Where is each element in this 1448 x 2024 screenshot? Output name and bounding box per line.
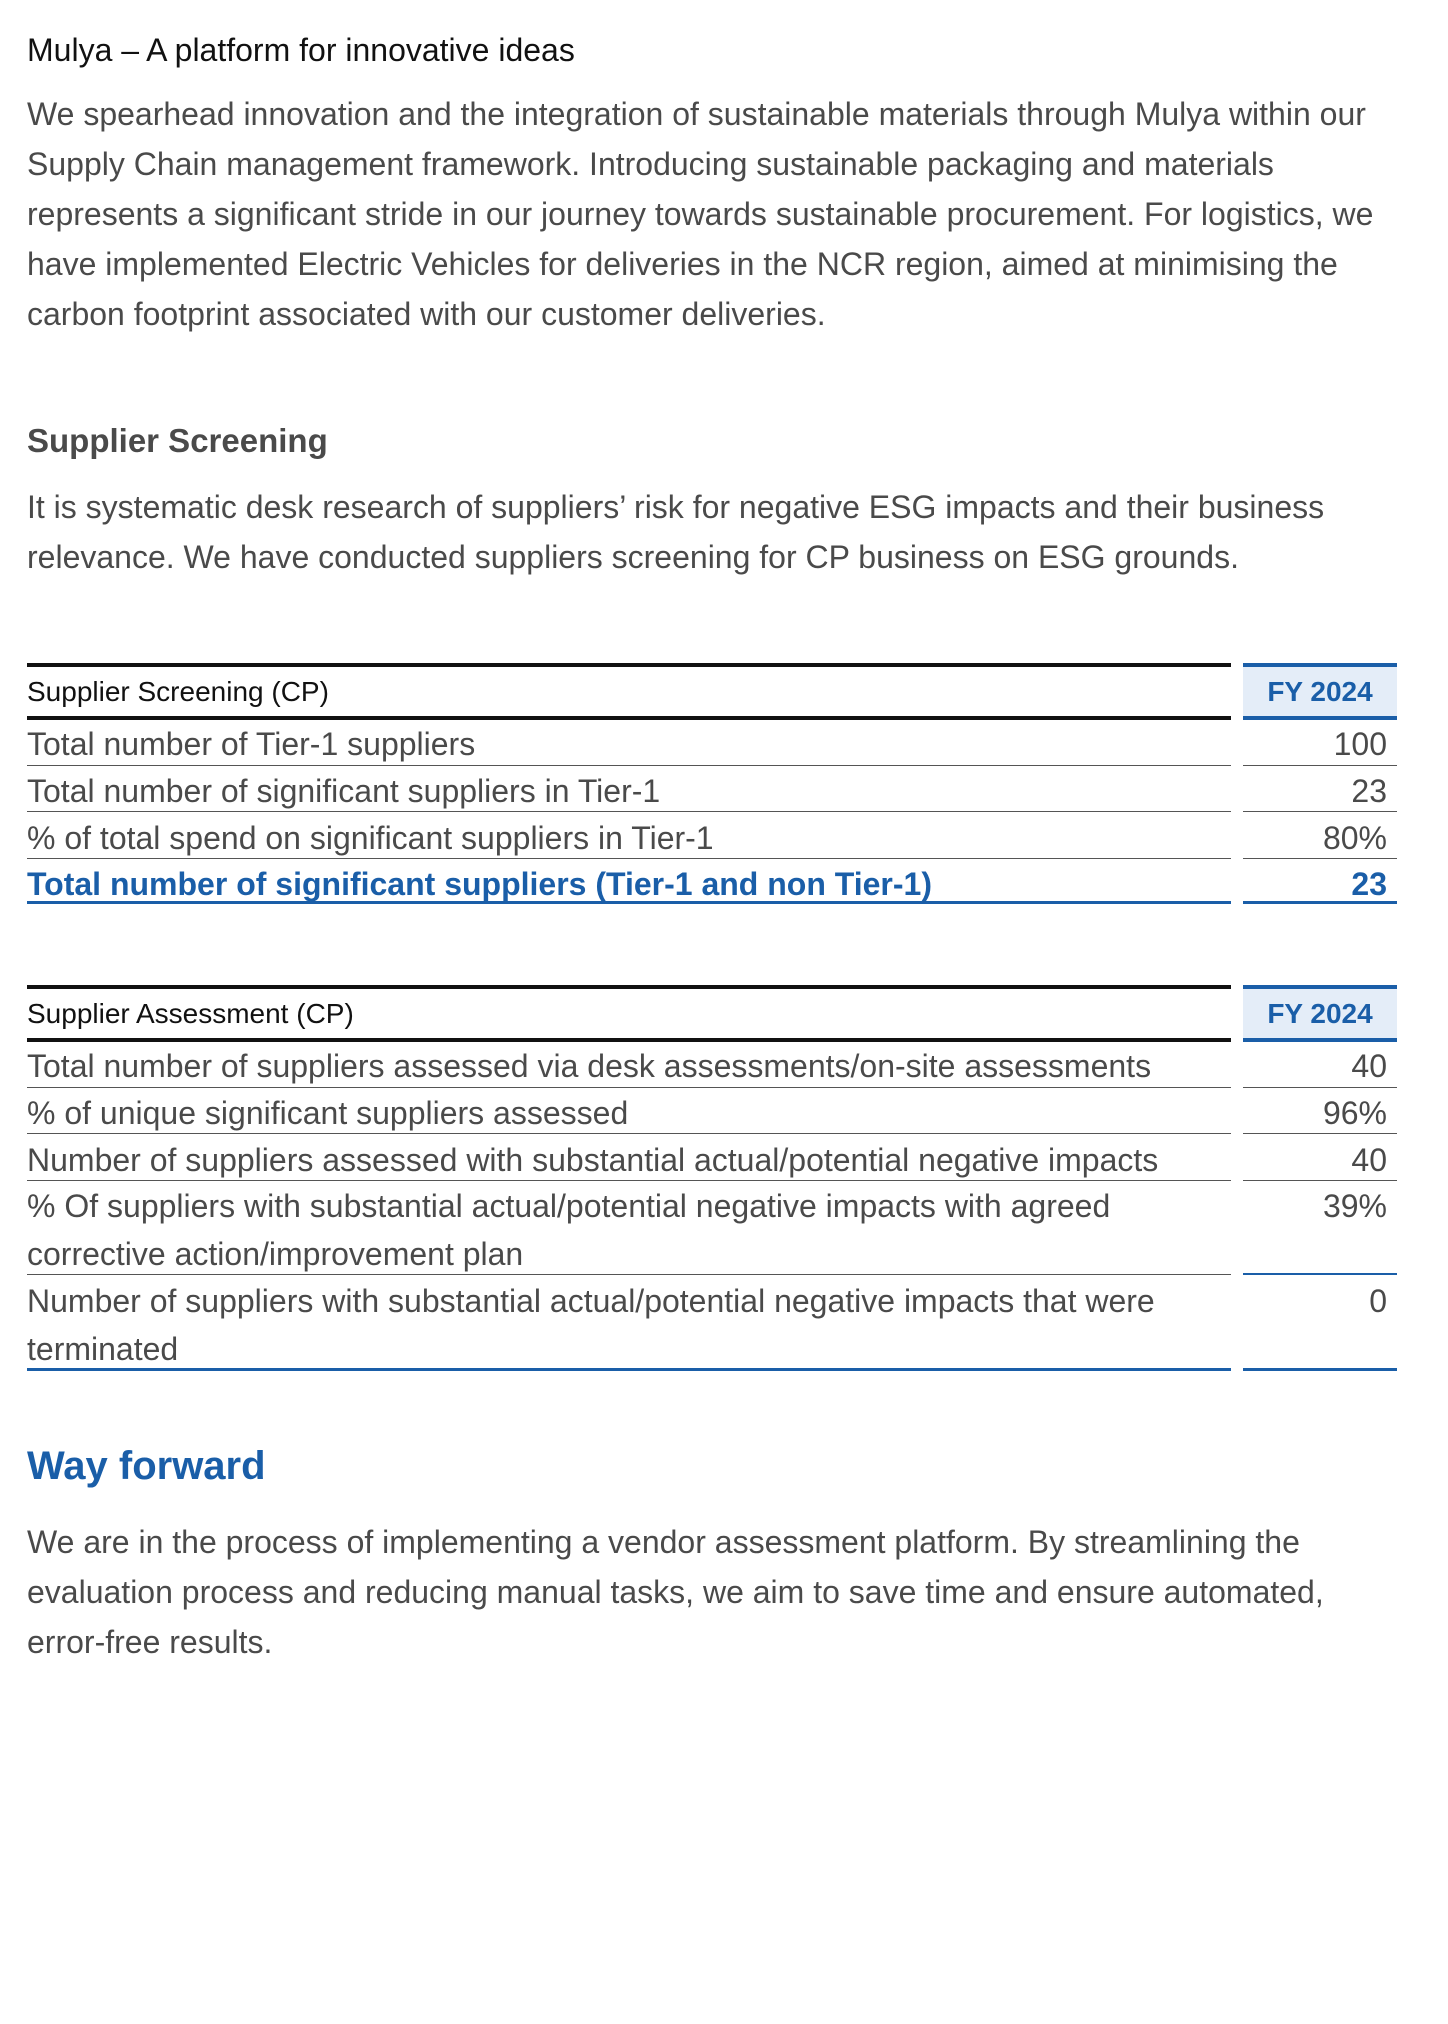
row-label: Total number of Tier-1 suppliers xyxy=(27,720,1231,766)
row-label: % of unique significant suppliers assessed xyxy=(27,1089,1231,1134)
table-header-label: Supplier Screening (CP) xyxy=(27,663,1231,720)
row-label: Number of suppliers assessed with substantial actual/potential negative impacts xyxy=(27,1136,1231,1181)
table-row xyxy=(27,1089,1397,1134)
row-value: 23 xyxy=(1243,860,1397,904)
row-value: 40 xyxy=(1243,1042,1397,1088)
row-value: 39% xyxy=(1243,1182,1397,1275)
row-label: Number of suppliers with substantial actual/potential negative impacts that were terminated xyxy=(27,1277,1231,1371)
table-row xyxy=(27,767,1397,812)
table-row xyxy=(27,1136,1397,1181)
row-label: Total number of significant suppliers (Tier-1 and non Tier-1) xyxy=(27,860,1231,904)
way-forward-heading: Way forward xyxy=(27,1444,266,1488)
table-header-year: FY 2024 xyxy=(1243,663,1397,720)
table-row xyxy=(27,814,1397,859)
table-row xyxy=(27,1277,1397,1371)
supplier-screening-table xyxy=(27,663,1397,923)
row-value: 40 xyxy=(1243,1136,1397,1181)
table-row xyxy=(27,1042,1397,1088)
row-value: 96% xyxy=(1243,1089,1397,1134)
row-value: 80% xyxy=(1243,814,1397,859)
mulya-heading: Mulya – A platform for innovative ideas xyxy=(27,32,575,68)
table-header-year: FY 2024 xyxy=(1243,985,1397,1042)
row-label: Total number of suppliers assessed via desk assessments/on-site assessments xyxy=(27,1042,1231,1088)
row-value: 23 xyxy=(1243,767,1397,812)
row-value: 100 xyxy=(1243,720,1397,766)
way-forward-paragraph: We are in the process of implementing a vendor assessment platform. By streamlining the evaluation process and reducing manual tasks, we aim to save time and ensure automated, error-free results. xyxy=(27,1524,1324,1660)
row-value: 0 xyxy=(1243,1277,1397,1371)
table-header-row xyxy=(27,985,1397,1038)
row-label: % Of suppliers with substantial actual/potential negative impacts with agreed corrective action/improvement plan xyxy=(27,1182,1231,1275)
table-header-label: Supplier Assessment (CP) xyxy=(27,985,1231,1042)
row-label: Total number of significant suppliers in Tier-1 xyxy=(27,767,1231,812)
row-label: % of total spend on significant suppliers in Tier-1 xyxy=(27,814,1231,859)
supplier-screening-heading: Supplier Screening xyxy=(27,422,328,459)
table-row xyxy=(27,720,1397,766)
supplier-screening-paragraph: It is systematic desk research of suppliers’ risk for negative ESG impacts and their business relevance. We have conducted suppliers screening for CP business on ESG grounds. xyxy=(27,489,1325,575)
table-header-row xyxy=(27,663,1397,716)
mulya-paragraph: We spearhead innovation and the integration of sustainable materials through Mulya within our Supply Chain management framework. Introducing sustainable packaging and materials represents a significant stride in our journey towards sustainable procurement. For logistics, we have implemented Electric Vehicles for deliveries in the NCR region, aimed at minimising the carbon footprint associated with our customer deliveries. xyxy=(27,96,1374,332)
table-total-row xyxy=(27,860,1397,904)
supplier-assessment-table xyxy=(27,985,1397,1385)
table-row xyxy=(27,1182,1397,1275)
